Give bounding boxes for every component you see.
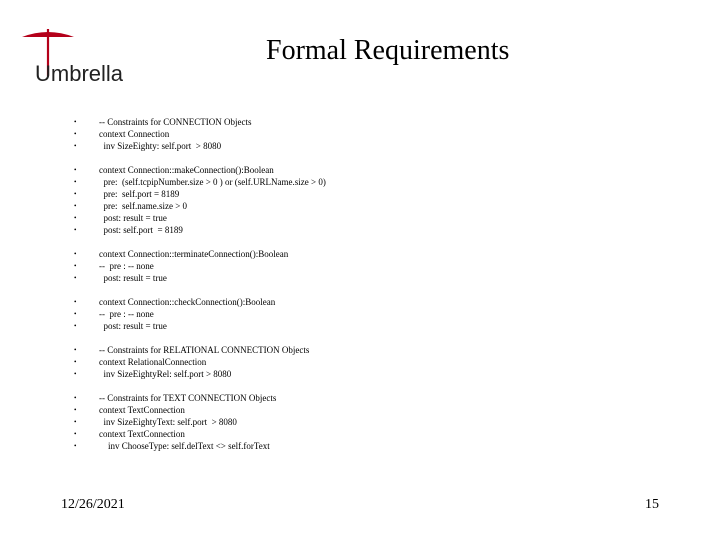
bullet: • bbox=[74, 346, 77, 354]
constraint-line bbox=[0, 272, 720, 284]
constraint-text: inv SizeEightyText: self.port > 8080 bbox=[99, 417, 237, 427]
footer-date: 12/26/2021 bbox=[61, 497, 125, 512]
bullet: • bbox=[74, 226, 77, 234]
constraint-text: context Connection::terminateConnection():Boolean bbox=[99, 249, 289, 259]
page-number: 15 bbox=[645, 497, 659, 512]
constraint-line bbox=[0, 248, 720, 260]
bullet: • bbox=[74, 274, 77, 282]
bullet: • bbox=[74, 214, 77, 222]
bullet: • bbox=[74, 322, 77, 330]
constraint-line bbox=[0, 140, 720, 152]
constraint-text: pre: self.port = 8189 bbox=[99, 189, 180, 199]
bullet: • bbox=[74, 310, 77, 318]
constraint-group bbox=[0, 164, 720, 236]
constraint-text: -- pre : -- none bbox=[99, 261, 154, 271]
constraint-text: inv ChooseType: self.delText <> self.forText bbox=[99, 441, 270, 451]
bullet: • bbox=[74, 250, 77, 258]
constraint-text: -- pre : -- none bbox=[99, 309, 154, 319]
constraint-text: -- Constraints for CONNECTION Objects bbox=[99, 117, 252, 127]
constraint-text: -- Constraints for TEXT CONNECTION Objects bbox=[99, 393, 277, 403]
constraint-line bbox=[0, 200, 720, 212]
bullet: • bbox=[74, 298, 77, 306]
bullet: • bbox=[74, 442, 77, 450]
constraint-group bbox=[0, 248, 720, 284]
constraint-text: post: result = true bbox=[99, 213, 167, 223]
constraint-line bbox=[0, 392, 720, 404]
constraint-line bbox=[0, 428, 720, 440]
logo-text: Umbrella bbox=[35, 61, 124, 86]
constraint-group bbox=[0, 392, 720, 452]
constraint-text: context TextConnection bbox=[99, 429, 185, 439]
bullet: • bbox=[74, 358, 77, 366]
constraint-line bbox=[0, 296, 720, 308]
slide-title: Formal Requirements bbox=[266, 35, 510, 66]
constraint-text: context RelationalConnection bbox=[99, 357, 207, 367]
constraint-text: context Connection::makeConnection():Boolean bbox=[99, 165, 274, 175]
constraint-line bbox=[0, 440, 720, 452]
bullet: • bbox=[74, 262, 77, 270]
constraint-text: -- Constraints for RELATIONAL CONNECTION Objects bbox=[99, 345, 310, 355]
constraint-line bbox=[0, 368, 720, 380]
constraint-line bbox=[0, 212, 720, 224]
bullet: • bbox=[74, 190, 77, 198]
constraint-text: inv SizeEighty: self.port > 8080 bbox=[99, 141, 222, 151]
constraint-text: pre: self.name.size > 0 bbox=[99, 201, 188, 211]
bullet: • bbox=[74, 178, 77, 186]
bullet: • bbox=[74, 370, 77, 378]
bullet: • bbox=[74, 202, 77, 210]
constraint-text: post: result = true bbox=[99, 273, 167, 283]
constraint-line bbox=[0, 320, 720, 332]
constraint-line bbox=[0, 308, 720, 320]
constraint-line bbox=[0, 128, 720, 140]
constraint-text: context TextConnection bbox=[99, 405, 185, 415]
bullet: • bbox=[74, 430, 77, 438]
bullet: • bbox=[74, 418, 77, 426]
constraint-text: post: self.port = 8189 bbox=[99, 225, 183, 235]
bullet: • bbox=[74, 166, 77, 174]
constraint-line bbox=[0, 164, 720, 176]
constraint-text: inv SizeEightyRel: self.port > 8080 bbox=[99, 369, 232, 379]
constraint-line bbox=[0, 224, 720, 236]
bullet: • bbox=[74, 394, 77, 402]
constraint-group bbox=[0, 296, 720, 332]
constraint-line bbox=[0, 416, 720, 428]
constraint-line bbox=[0, 116, 720, 128]
constraint-line bbox=[0, 356, 720, 368]
constraint-text: pre: (self.tcpipNumber.size > 0 ) or (self.URLName.size > 0) bbox=[99, 177, 326, 187]
constraint-line bbox=[0, 176, 720, 188]
bullet: • bbox=[74, 130, 77, 138]
constraint-text: context Connection::checkConnection():Boolean bbox=[99, 297, 276, 307]
constraint-text: context Connection bbox=[99, 129, 170, 139]
constraint-line bbox=[0, 188, 720, 200]
bullet: • bbox=[74, 142, 77, 150]
bullet: • bbox=[74, 118, 77, 126]
constraint-list bbox=[0, 116, 720, 464]
constraint-group bbox=[0, 116, 720, 152]
umbrella-logo bbox=[18, 24, 138, 88]
constraint-group bbox=[0, 344, 720, 380]
bullet: • bbox=[74, 406, 77, 414]
constraint-line bbox=[0, 344, 720, 356]
constraint-line bbox=[0, 260, 720, 272]
constraint-line bbox=[0, 404, 720, 416]
constraint-text: post: result = true bbox=[99, 321, 167, 331]
